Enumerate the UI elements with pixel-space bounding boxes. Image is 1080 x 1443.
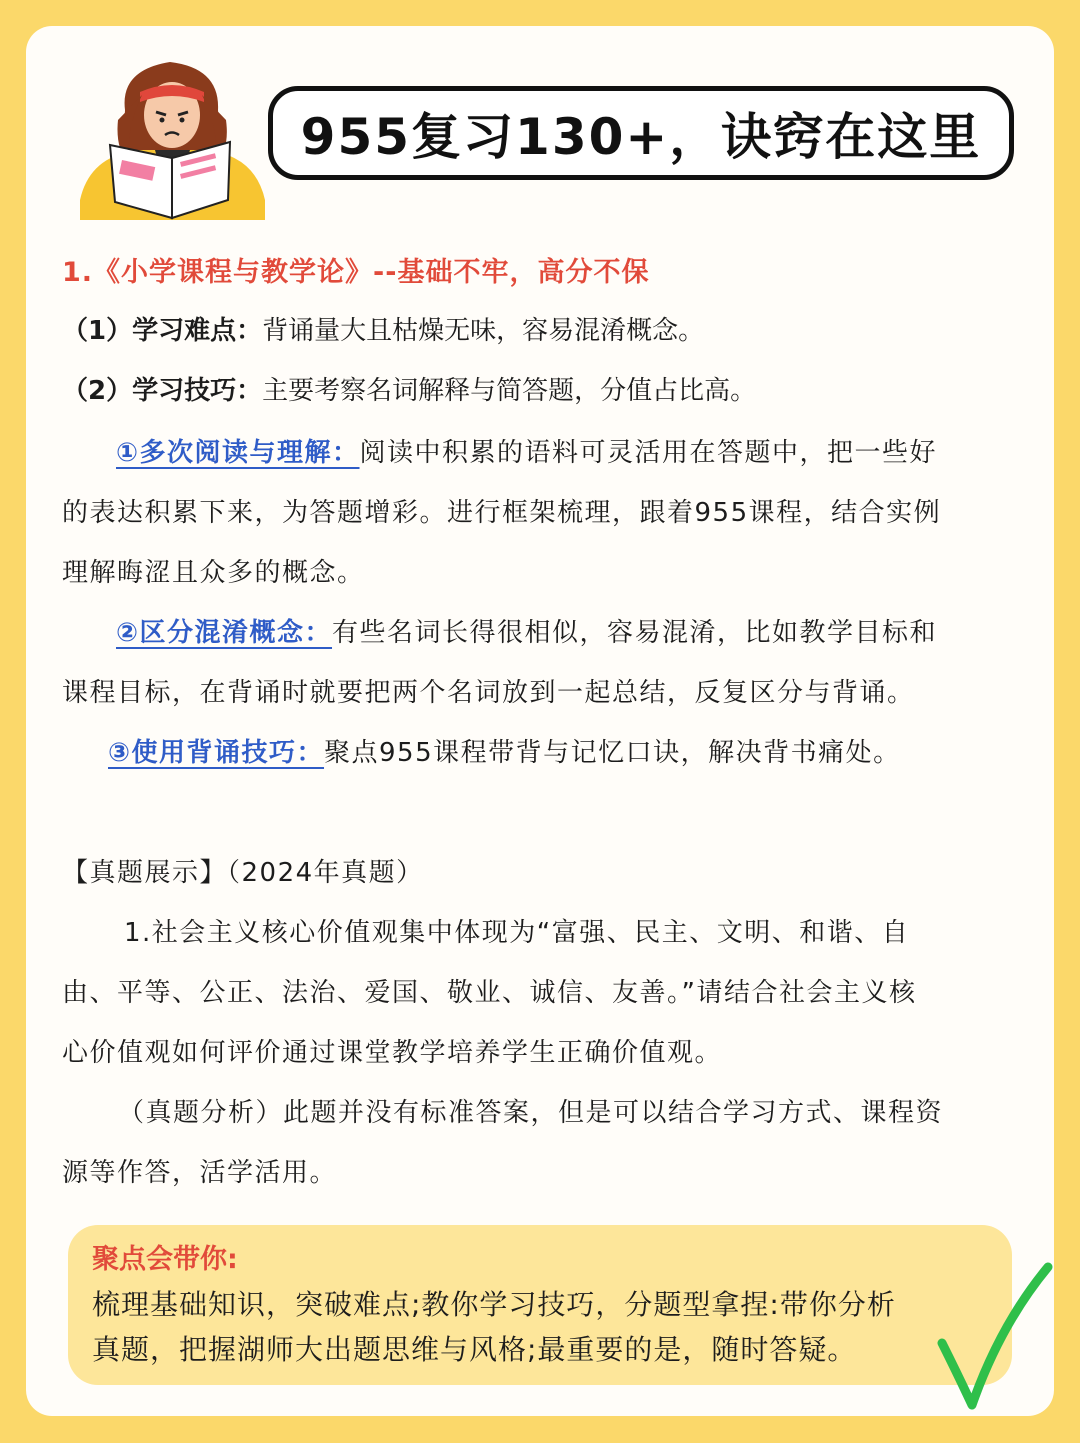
tip1-text: 阅读中积累的语料可灵活用在答题中，把一些好 [359,438,938,468]
page-title: 955复习130+，诀窍在这里 [300,108,982,166]
exam-question-line3: 心价值观如何评价通过课堂教学培养学生正确价值观。 [62,1038,723,1068]
callout-line2: 真题，把握湖师大出题思维与风格;最重要的是，随时答疑。 [92,1333,857,1366]
tip1-line3: 理解晦涩且众多的概念。 [62,558,365,588]
difficulty-point [62,310,704,347]
difficulty-text: 背诵量大且枯燥无味，容易混淆概念。 [262,316,705,346]
technique-label: （2）学习技巧： [62,376,263,406]
exam-analysis-line1: （真题分析）此题并没有标准答案，但是可以结合学习方式、课程资 [118,1098,944,1128]
exam-analysis-line2: 源等作答，活学活用。 [62,1158,338,1188]
exam-question-line2: 由、平等、公正、法治、爱国、敬业、诚信、友善。”请结合社会主义核 [62,978,917,1008]
checkmark-icon [930,1255,1060,1415]
content-card [26,26,1054,1416]
tip2-text: 有些名词长得很相似，容易混淆，比如教学目标和 [332,618,938,648]
exam-question-line1: 1.社会主义核心价值观集中体现为“富强、民主、文明、和谐、自 [124,918,910,948]
student-reading-illustration [70,50,275,220]
difficulty-label: （1）学习难点： [62,316,263,346]
title-banner [268,86,1014,180]
technique-point [62,370,756,407]
callout-heading: 聚点会带你: [92,1244,238,1275]
callout-line1: 梳理基础知识，突破难点;教你学习技巧，分题型拿捏:带你分析 [92,1288,896,1321]
tip2-label[interactable]: ②区分混淆概念： [116,618,333,648]
exam-heading: 【真题展示】（2024年真题） [62,858,424,888]
section-heading: 1.《小学课程与教学论》--基础不牢，高分不保 [62,257,650,288]
tip1-line1 [116,432,937,469]
tip3-text: 聚点955课程带背与记忆口诀，解决背书痛处。 [324,738,901,768]
tip1-line2: 的表达积累下来，为答题增彩。进行框架梳理，跟着955课程，结合实例 [62,498,942,528]
tip2-line1 [116,612,937,649]
tip3-line [108,732,901,769]
tip1-label[interactable]: ①多次阅读与理解： [116,438,360,468]
tip2-line2: 课程目标，在背诵时就要把两个名词放到一起总结，反复区分与背诵。 [62,678,915,708]
tip3-label[interactable]: ③使用背诵技巧： [108,738,325,768]
technique-text: 主要考察名词解释与简答题，分值占比高。 [262,376,757,406]
